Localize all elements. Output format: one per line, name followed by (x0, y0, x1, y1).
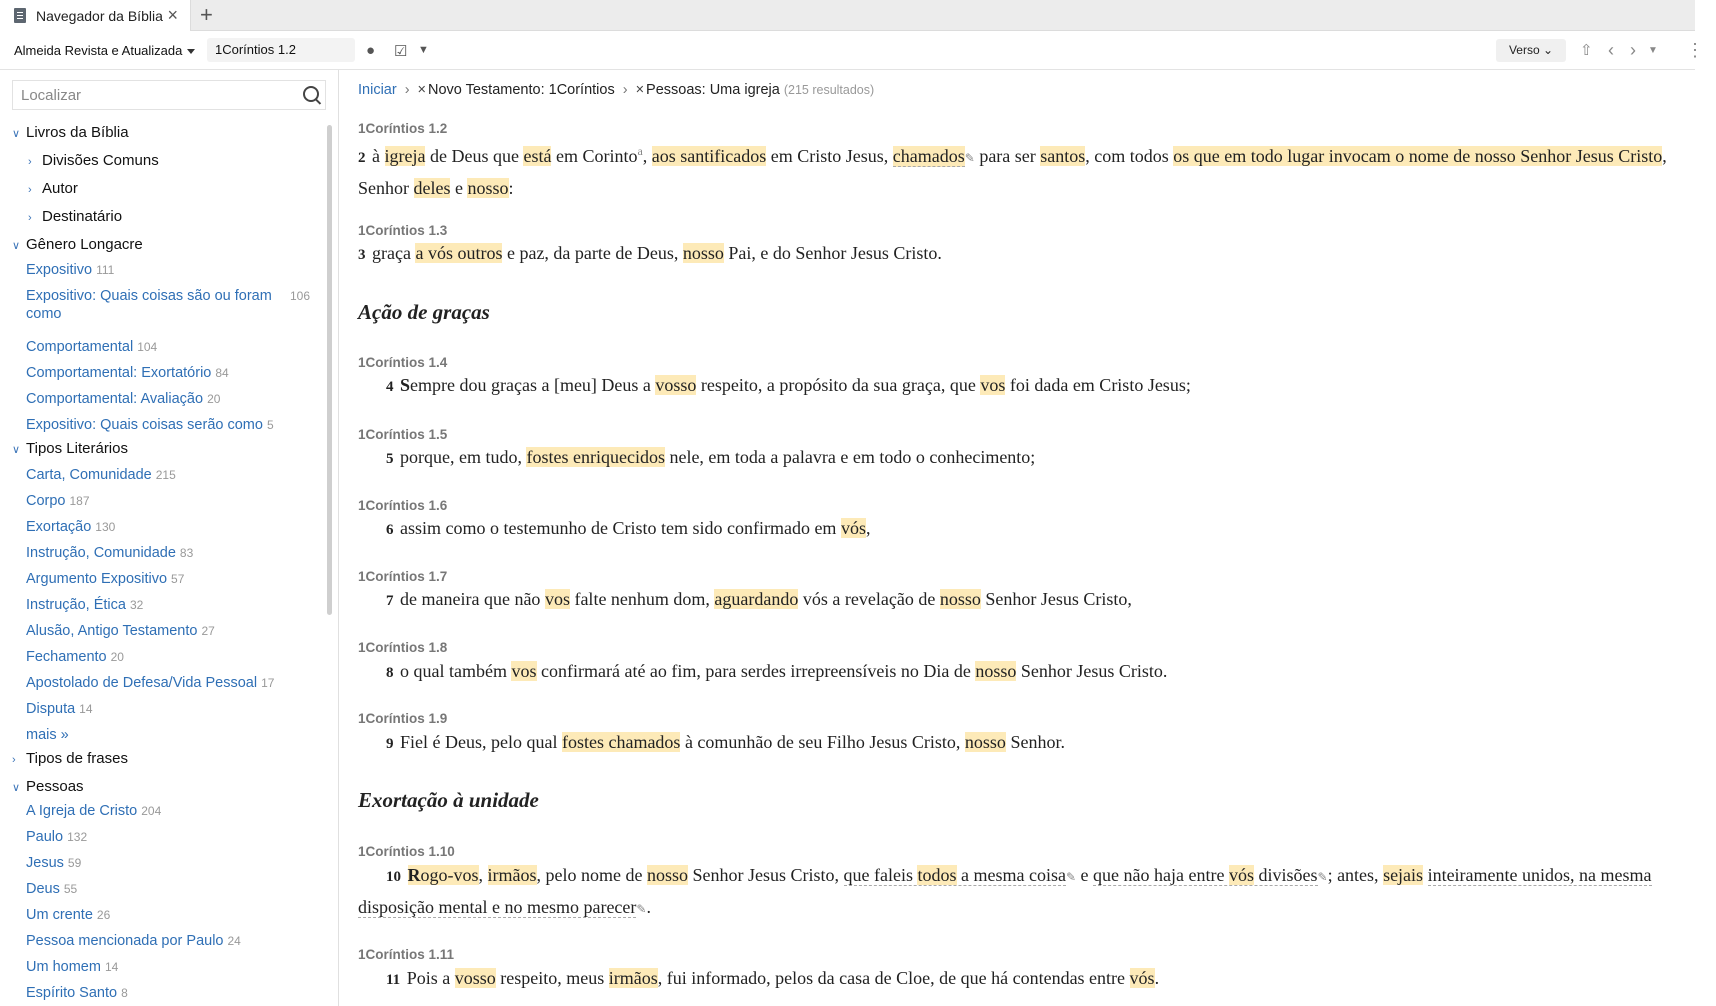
section-heading: Ação de graças (358, 300, 490, 324)
tab-title: Navegador da Bíblia (36, 7, 163, 24)
item-count: 8 (121, 986, 128, 1000)
item-label: Apostolado de Defesa/Vida Pessoal (26, 675, 258, 691)
tree-item-destinatario[interactable] (28, 208, 122, 225)
view-mode-label: Verso (1508, 43, 1540, 57)
list-item[interactable] (26, 261, 114, 279)
verse-text: 7 de maneira que não vos falte nenhum dom, aguardando vós a revelação de nosso Senhor Jesus Cristo, (386, 589, 1132, 609)
item-count: 83 (179, 546, 194, 560)
sidebar (0, 70, 339, 1006)
section-genero[interactable] (12, 236, 143, 253)
item-label: Expositivo: Quais coisas são ou foram como (26, 288, 272, 322)
breadcrumb-item[interactable]: Novo Testamento: 1Coríntios (428, 82, 615, 98)
item-count: 111 (96, 263, 115, 277)
section-tipos[interactable] (12, 440, 128, 457)
list-item[interactable] (26, 958, 118, 976)
item-count: 20 (110, 650, 124, 664)
tree-item-autor[interactable] (28, 180, 78, 197)
list-item[interactable] (26, 802, 161, 820)
list-item[interactable] (26, 492, 90, 510)
list-item[interactable] (26, 466, 176, 484)
item-label: Fechamento (26, 649, 107, 665)
verse-reference[interactable]: 1Coríntios 1.10 (358, 844, 455, 859)
breadcrumb-home[interactable]: Iniciar (358, 82, 397, 98)
sidebar-scrollbar[interactable] (327, 125, 332, 615)
results-count: (215 resultados) (783, 83, 875, 97)
verse-text: 2 à igreja de Deus que está em Corinto$^a$, aos santificados em Cristo Jesus, chamados✎ para ser santos, com todos os que em todo lugar invocam o nome de nosso Senhor Jesus Cristo, Senhor deles e nosso: (358, 144, 1667, 198)
list-item[interactable] (26, 984, 128, 1002)
item-count: 106 (290, 289, 311, 303)
section-frases[interactable] (12, 750, 128, 767)
breadcrumb-separator: › (622, 82, 628, 98)
verse-text: 8 o qual também vos confirmará até ao fim, para serdes irrepreensíveis no Dia de nosso Senhor Jesus Cristo. (386, 661, 1168, 681)
people-icon[interactable]: ● (366, 42, 376, 59)
item-count: 24 (227, 934, 241, 948)
tab-bible-browser[interactable] (0, 0, 191, 31)
section-livros[interactable] (12, 124, 129, 141)
list-item[interactable] (26, 828, 87, 846)
checklist-icon[interactable]: ☑ (394, 43, 408, 60)
list-item[interactable] (26, 674, 274, 692)
new-tab-icon[interactable]: + (200, 2, 213, 27)
item-label: Espírito Santo (26, 985, 118, 1001)
tree-item-divisoes[interactable] (28, 152, 159, 169)
verse-text: 4 Sempre dou graças a [meu] Deus a vosso respeito, a propósito da sua graça, que vos foi dada em Cristo Jesus; (386, 375, 1191, 395)
item-count: 17 (261, 676, 275, 690)
verse-text: 5 porque, em tudo, fostes enriquecidos nele, em toda a palavra e em todo o conhecimento; (386, 447, 1036, 467)
chevron-down-icon[interactable]: ▼ (418, 44, 429, 56)
item-count: 187 (69, 494, 90, 508)
verse-panel (340, 70, 1695, 1006)
list-item[interactable] (26, 854, 81, 872)
breadcrumb (358, 82, 874, 98)
item-label: Instrução, Comunidade (26, 545, 176, 561)
list-item[interactable] (26, 880, 77, 898)
verse-reference[interactable]: 1Coríntios 1.3 (358, 223, 448, 238)
item-label: Deus (26, 881, 60, 897)
breadcrumb-item[interactable]: Pessoas: Uma igreja (646, 82, 780, 98)
verse-reference[interactable]: 1Coríntios 1.2 (358, 121, 448, 136)
item-count: 130 (95, 520, 116, 534)
item-count: 20 (207, 392, 221, 406)
verse-reference[interactable]: 1Coríntios 1.5 (358, 427, 448, 442)
item-count: 84 (215, 366, 229, 380)
item-label: Jesus (26, 855, 64, 871)
item-label: Argumento Expositivo (26, 571, 168, 587)
item-label: Um homem (26, 959, 101, 975)
item-count: 132 (67, 830, 88, 844)
list-item[interactable] (26, 932, 241, 950)
item-count: 55 (63, 882, 78, 896)
breadcrumb-separator: › (404, 82, 410, 98)
verse-text: 6 assim como o testemunho de Cristo tem sido confirmado em vós, (386, 518, 871, 538)
tab-bar (0, 0, 1695, 31)
item-label: Pessoa mencionada por Paulo (26, 933, 224, 949)
chevron-right-icon: › (28, 156, 32, 168)
verse-reference[interactable]: 1Coríntios 1.7 (358, 569, 448, 584)
caret-down-icon (187, 49, 195, 54)
remove-filter-icon[interactable]: × (635, 82, 645, 98)
chevron-right-icon: › (28, 212, 32, 224)
item-label: Exortação (26, 519, 92, 535)
item-count: 14 (104, 960, 119, 974)
verse-text: 9 Fiel é Deus, pelo qual fostes chamados à comunhão de seu Filho Jesus Cristo, nosso Senhor. (386, 732, 1065, 752)
list-item[interactable] (26, 287, 311, 323)
reference-input[interactable]: 1Coríntios 1.2 (207, 38, 355, 62)
item-label: Alusão, Antigo Testamento (26, 623, 198, 639)
search-input[interactable] (12, 80, 326, 110)
verse-reference[interactable]: 1Coríntios 1.11 (358, 947, 455, 962)
verse-text: 11 Pois a vosso respeito, meus irmãos, fui informado, pelos da casa de Cloe, de que há contendas entre vós. (386, 968, 1160, 988)
item-label: Paulo (26, 829, 64, 845)
item-count: 104 (137, 340, 158, 354)
list-item[interactable] (26, 416, 274, 434)
document-icon (14, 8, 26, 23)
more-options-icon[interactable]: ⋮ (1686, 40, 1704, 60)
item-label: Instrução, Ética (26, 597, 126, 613)
item-label: Carta, Comunidade (26, 467, 152, 483)
more-link[interactable]: mais » (26, 727, 69, 743)
item-count: 14 (79, 702, 93, 716)
list-item[interactable] (26, 648, 124, 666)
verse-reference[interactable]: 1Coríntios 1.8 (358, 640, 448, 655)
tree-item-label: Autor (42, 180, 78, 197)
list-item[interactable] (26, 544, 193, 562)
close-icon[interactable]: × (167, 5, 178, 25)
list-item[interactable] (26, 518, 115, 536)
item-label: Disputa (26, 701, 76, 717)
verse-reference[interactable]: 1Coríntios 1.6 (358, 498, 448, 513)
item-count: 26 (96, 908, 111, 922)
item-count: 215 (155, 468, 176, 482)
tree-item-label: Destinatário (42, 208, 123, 225)
verse-text: 3 graça a vós outros e paz, da parte de Deus, nosso Pai, e do Senhor Jesus Cristo. (358, 243, 942, 263)
list-item[interactable] (26, 570, 184, 588)
list-item[interactable] (26, 906, 110, 924)
list-item[interactable] (26, 596, 143, 614)
item-label: Corpo (26, 493, 66, 509)
chevron-down-icon: ∨ (12, 240, 21, 252)
item-label: Um crente (26, 907, 93, 923)
section-label: Livros da Bíblia (26, 124, 129, 141)
section-pessoas[interactable] (12, 778, 84, 795)
item-count: 27 (201, 624, 215, 638)
forward-icon[interactable]: › (1630, 40, 1636, 60)
list-item[interactable] (26, 700, 93, 718)
item-count: 5 (266, 418, 274, 432)
item-count: 204 (141, 804, 162, 818)
section-label: Tipos de frases (26, 750, 128, 767)
item-count: 59 (67, 856, 82, 870)
chevron-down-icon: ∨ (12, 782, 21, 794)
section-heading: Exortação à unidade (358, 788, 539, 812)
item-label: A Igreja de Cristo (26, 803, 138, 819)
chevron-right-icon: › (28, 184, 32, 196)
item-count: 32 (129, 598, 144, 612)
chevron-down-icon: ∨ (12, 444, 21, 456)
search-placeholder: Localizar (21, 87, 82, 104)
version-label: Almeida Revista e Atualizada (14, 43, 183, 58)
chevron-down-icon: ∨ (12, 128, 21, 140)
toolbar (0, 31, 1704, 70)
verse-reference[interactable]: 1Coríntios 1.9 (358, 711, 448, 726)
item-label: Comportamental: Avaliação (26, 391, 204, 407)
version-dropdown[interactable] (14, 43, 195, 58)
search-icon[interactable] (303, 86, 319, 102)
history-dropdown-icon[interactable]: ▼ (1648, 45, 1658, 56)
section-label: Tipos Literários (26, 440, 128, 457)
section-label: Pessoas (26, 778, 84, 795)
section-label: Gênero Longacre (26, 236, 143, 253)
view-mode-button[interactable]: Verso ⌄ (1496, 39, 1566, 62)
list-item[interactable] (26, 364, 229, 382)
item-count: 57 (171, 572, 185, 586)
item-label: Expositivo: Quais coisas serão como (26, 417, 263, 433)
item-label: Expositivo (26, 262, 93, 278)
back-icon[interactable]: ‹ (1608, 40, 1614, 60)
chevron-right-icon: › (12, 754, 16, 766)
tree-item-label: Divisões Comuns (42, 152, 159, 169)
item-label: Comportamental: Exortatório (26, 365, 212, 381)
list-item[interactable] (26, 338, 157, 356)
list-item[interactable] (26, 390, 220, 408)
verse-reference[interactable]: 1Coríntios 1.4 (358, 355, 448, 370)
remove-filter-icon[interactable]: × (417, 82, 426, 98)
share-icon[interactable]: ⇧ (1580, 42, 1593, 59)
verse-text: 10 Rogo-vos, irmãos, pelo nome de nosso Senhor Jesus Cristo, que faleis todos a mesma coisa✎ e que não haja entre vós divisões✎; antes, sejais inteiramente unidos, na mesma disposição mental e no mesmo parecer✎. (358, 865, 1652, 917)
list-item[interactable] (26, 622, 215, 640)
item-label: Comportamental (26, 339, 134, 355)
